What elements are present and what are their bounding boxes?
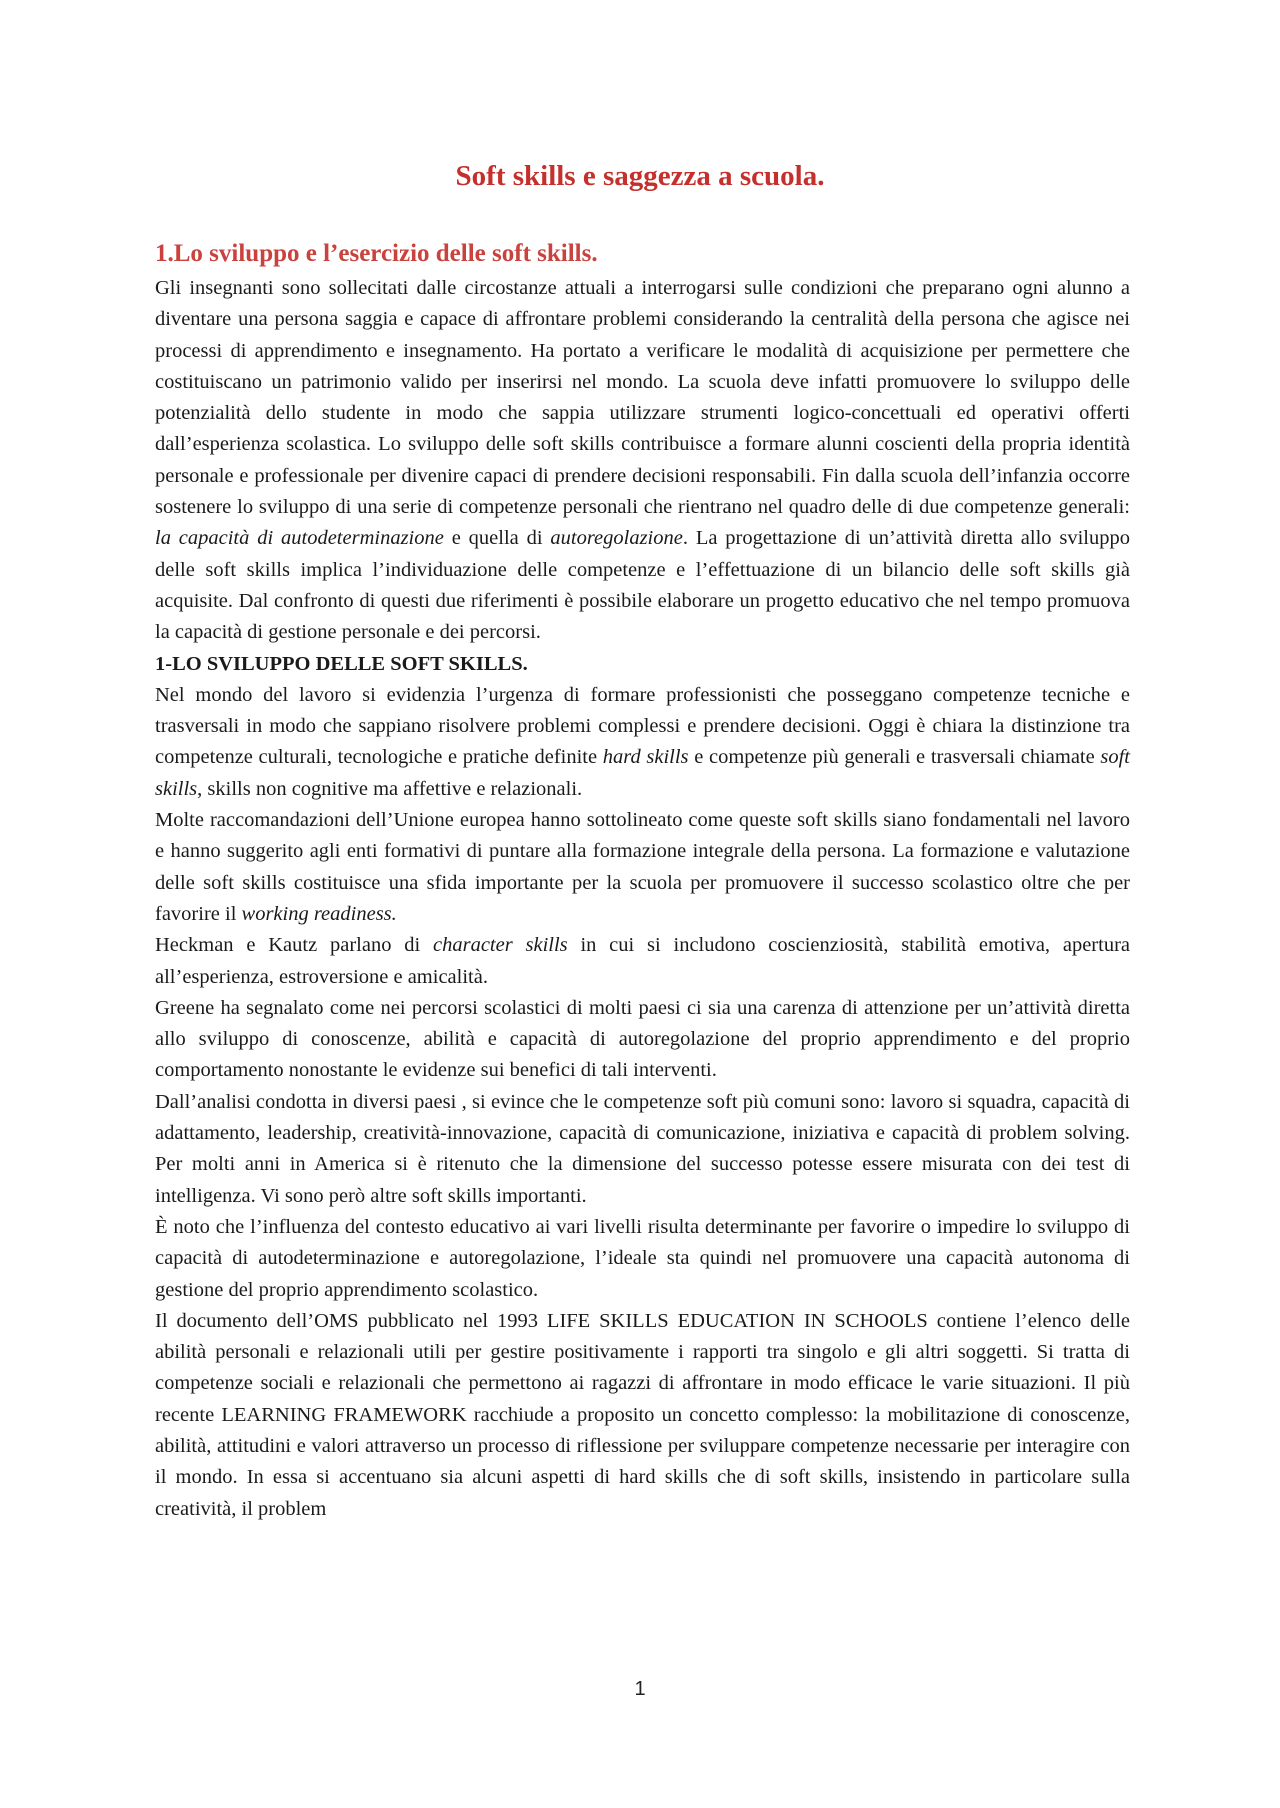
paragraph-unione-europea bbox=[155, 805, 1130, 930]
paragraph-contesto-educativo: È noto che l’influenza del contesto educativo ai vari livelli risulta determinante per favorire o impedire lo sviluppo di capacità di autodeterminazione e autoregolazione, l’ideale sta quindi nel promuovere una capacità autonoma di gestione del proprio apprendimento scolastico. bbox=[155, 1215, 1130, 1301]
paragraph-text: Molte raccomandazioni dell’Unione europea hanno sottolineato come queste soft skills siano fondamentali nel lavoro e hanno suggerito agli enti formativi di puntare alla formazione integrale della persona. La formazione e valutazione delle soft skills costituisce una sfida importante per la scuola per promuovere il successo scolastico oltre che per favorire il bbox=[155, 809, 1130, 925]
emphasis-working-readiness: working readiness. bbox=[241, 902, 397, 925]
section-heading: 1.Lo sviluppo e l’esercizio delle soft skills. bbox=[155, 240, 598, 267]
paragraph-analisi-paesi: Dall’analisi condotta in diversi paesi , si evince che le competenze soft più comuni sono: lavoro si squadra, capacità di adattamento, leadership, creatività-innovazione, capacità di comunicazione, iniziativa e capacità di problem solving. Per molti anni in America si è ritenuto che la dimensione del successo potesse essere misurata con dei test di intelligenza. Vi sono però altre soft skills importanti. bbox=[155, 1090, 1130, 1207]
emphasis-soft-skills: soft skills bbox=[155, 746, 1130, 800]
paragraph-hard-soft-skills bbox=[155, 680, 1130, 805]
paragraph-introduction bbox=[155, 273, 1130, 649]
paragraph-greene: Greene ha segnalato come nei percorsi scolastici di molti paesi ci sia una carenza di attenzione per un’attività diretta allo sviluppo di conoscenze, abilità e capacità di autoregolazione del proprio apprendimento e del proprio comportamento nonostante le evidenze sui benefici di tali interventi. bbox=[155, 996, 1130, 1082]
emphasis-autodeterminazione: la capacità di autodeterminazione bbox=[155, 527, 444, 550]
paragraph-text: Gli insegnanti sono sollecitati dalle circostanze attuali a interrogarsi sulle condizioni che preparano ogni alunno a diventare una persona saggia e capace di affrontare problemi considerando la centralità della persona che agisce nei processi di apprendimento e insegnamento. Ha portato a verificare le modalità di acquisizione per permettere che costituiscano un patrimonio valido per inserirsi nel mondo. La scuola deve infatti promuovere lo sviluppo delle potenzialità dello studente in modo che sappia utilizzare strumenti logico-concettuali ed operativi offerti dall’esperienza scolastica. Lo sviluppo delle soft skills contribuisce a formare alunni coscienti della propria identità personale e professionale per divenire capaci di prendere decisioni responsabili. Fin dalla scuola dell’infanzia occorre sostenere lo sviluppo di una serie di competenze personali che rientrano nel quadro delle di due competenze generali: bbox=[155, 277, 1130, 519]
paragraph-heckman-kautz bbox=[155, 930, 1130, 993]
emphasis-hard-skills: hard skills bbox=[602, 746, 689, 769]
subheading: 1-LO SVILUPPO DELLE SOFT SKILLS. bbox=[155, 652, 528, 675]
document-title: Soft skills e saggezza a scuola. bbox=[455, 160, 825, 192]
paragraph-text: , skills non cognitive ma affettive e relazionali. bbox=[197, 777, 583, 800]
paragraph-text: e quella di bbox=[443, 527, 551, 550]
page-number: 1 bbox=[634, 1678, 646, 1700]
paragraph-text: e competenze più generali e trasversali chiamate bbox=[688, 746, 1101, 769]
paragraph-text: Heckman e Kautz parlano di bbox=[155, 934, 433, 957]
emphasis-autoregolazione: autoregolazione bbox=[550, 527, 683, 550]
paragraph-text: in cui si includono coscienziosità, stabilità emotiva, apertura all’esperienza, estroversione e amicalità. bbox=[155, 934, 1130, 988]
paragraph-text: . La progettazione di un’attività diretta allo sviluppo delle soft skills implica l’individuazione delle competenze e l’effettuazione di un bilancio delle soft skills già acquisite. Dal confronto di questi due riferimenti è possibile elaborare un progetto educativo che nel tempo promuova la capacità di gestione personale e dei percorsi. bbox=[155, 527, 1130, 644]
emphasis-character-skills: character skills bbox=[433, 934, 568, 957]
paragraph-oms: Il documento dell’OMS pubblicato nel 1993 LIFE SKILLS EDUCATION IN SCHOOLS contiene l’elenco delle abilità personali e relazionali utili per gestire positivamente i rapporti tra singolo e gli altri soggetti. Si tratta di competenze sociali e relazionali che permettono ai ragazzi di affrontare in modo efficace le varie situazioni. Il più recente LEARNING FRAMEWORK racchiude a proposito un concetto complesso: la mobilitazione di conoscenze, abilità, attitudini e valori attraverso un processo di riflessione per sviluppare competenze necessarie per interagire con il mondo. In essa si accentuano sia alcuni aspetti di hard skills che di soft skills, insistendo in particolare sulla creatività, il problem bbox=[155, 1309, 1130, 1520]
document-content bbox=[155, 237, 1130, 1525]
paragraph-text: Nel mondo del lavoro si evidenzia l’urgenza di formare professionisti che posseggano competenze tecniche e trasversali in modo che sappiano risolvere problemi complessi e prendere decisioni. Oggi è chiara la distinzione tra competenze culturali, tecnologiche e pratiche definite bbox=[155, 683, 1130, 769]
